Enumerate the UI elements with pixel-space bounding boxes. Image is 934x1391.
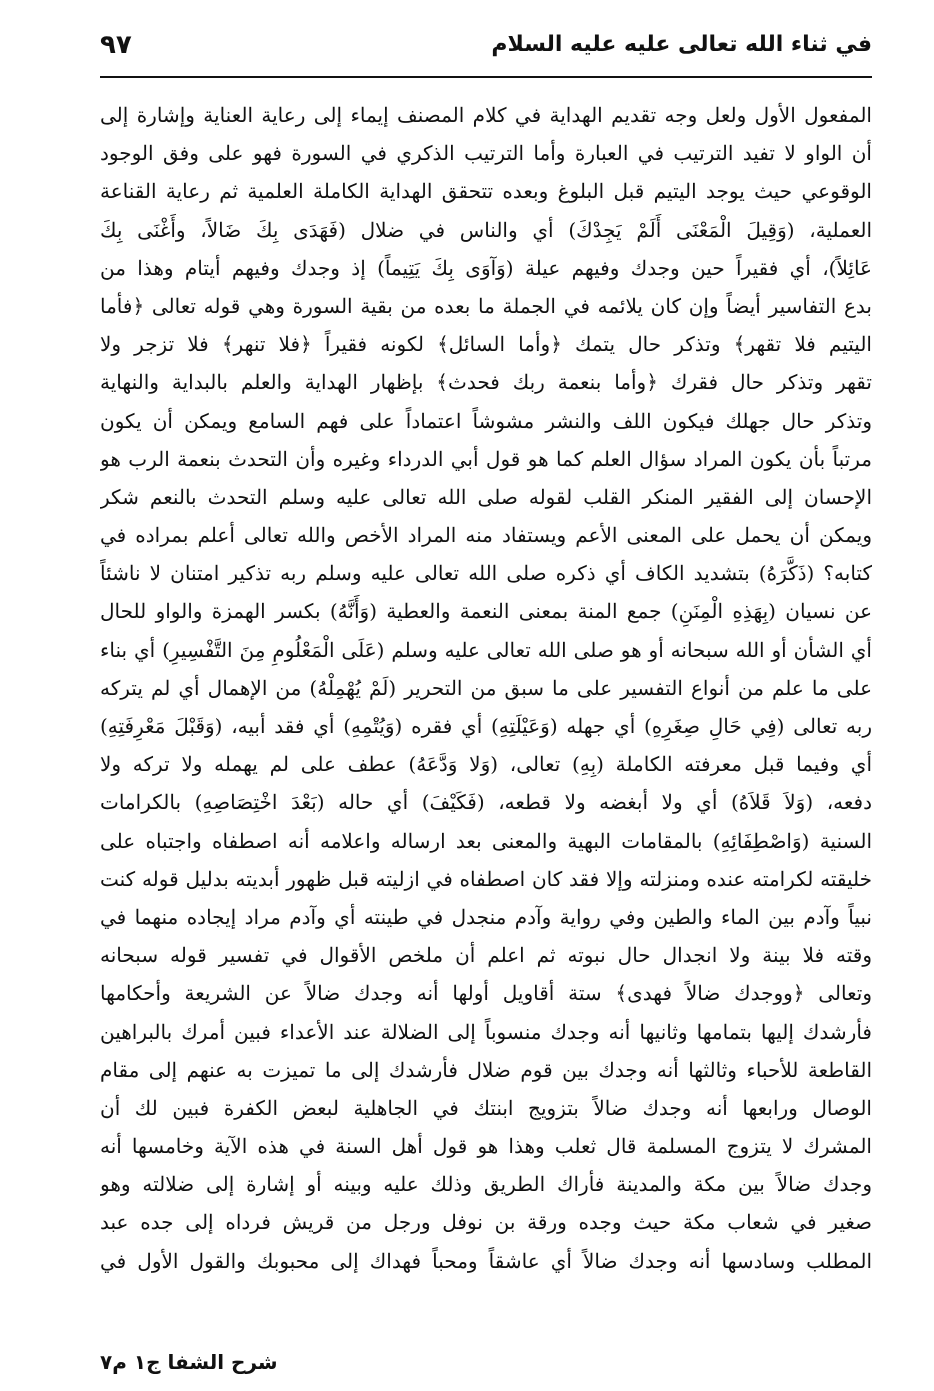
text-line: خليقته لكرامته عنده ومنزلته وإلا فقد كان اصطفاه في ازليته قبل ظهور أبديته بدليل قوله كنت [100,866,872,891]
text-line: اليتيم فلا تقهر﴾ وتذكر حال يتمك ﴿وأما السائل﴾ لكونه فقيراً ﴿فلا تنهر﴾ فلا تزجر ولا [100,332,872,357]
text-line: وتذكر حال جهلك فيكون اللف والنشر مشوشاً اعتماداً على فهم السامع ويمكن أن يكون [100,408,872,433]
text-line: ويمكن أن يحمل على المعنى الأعم ويستفاد منه المراد الأخص والله تعالى أعلم بمراده في [100,523,872,548]
text-line: أي وفيما قبل معرفته الكاملة (بِهِ) تعالى، (وَلا وَدَّعَهُ) عطف على لم يهمله ولا تركه ولا [100,752,872,777]
page-number: ٩٧ [100,30,132,60]
running-title: في ثناء الله تعالى عليه عليه السلام [491,32,872,57]
text-line: المطلب وسادسها أنه وجدك ضالاً أي عاشقاً ومحباً فهداك إلى محبوبك والقول الأول في [100,1248,872,1273]
page-header [100,28,872,72]
text-line: ربه تعالى (فِي حَالِ صِغَرِهِ) أي جهله (وَعَيْلَتِهِ) أي فقره (وَيُتْمِهِ) أي فقد أبيه، (وَقَبْلَ مَعْرِفَتِهِ) [100,714,872,738]
text-line: كتابه؟ (ذَكَّرَهُ) بتشديد الكاف أي ذكره صلى الله تعالى عليه وسلم ربه تذكير امتنان لا ناشئاً [100,561,872,586]
text-line: الوصال ورابعها أنه وجدك ضالاً بتزويج ابنتك في الجاهلية لبعض الكفرة فبين لك أن [100,1095,872,1120]
text-line: مرتباً بأن يكون المراد سؤال العلم كما هو قول أبي الدرداء وغيره وأن التحدث بنعمة الرب هو [100,446,872,471]
text-line: عن نسيان (بِهَذِهِ الْمِنَنِ) جمع المنة بمعنى النعمة والعطية (وَأَنَّهُ) بكسر الهمزة والواو للحال [100,599,872,624]
header-divider [100,76,872,78]
text-line: الإحسان إلى الفقير المنكر القلب لقوله صلى الله تعالى عليه وسلم التحدث بالنعم شكر [100,484,872,509]
signature-mark: شرح الشفا ج١ م٧ [100,1350,278,1374]
text-line: تقهر وتذكر حال فقرك ﴿وأما بنعمة ربك فحدث﴾ بإظهار الهداية والعلم بالبداية والنهاية [100,370,872,395]
text-line: وجدك ضالاً بين مكة والمدينة فأراك الطريق وذلك عليه وبينه أو إشارة إلى ضلالته وهو [100,1172,872,1197]
text-line: وقته فلا بينة ولا انجدال حال نبوته ثم اعلم أن ملخص الأقوال في تفسير قوله سبحانه [100,943,872,968]
text-line: على ما علم من أنواع التفسير على ما سبق من التحرير (لَمْ يُهْمِلْهُ) من الإهمال أي لم يتركه [100,675,872,700]
text-line: السنية (وَاصْطِفَائِهِ) بالمقامات البهية والمعنى بعد ارساله واعلامه أنه اصطفاه واجتباه على [100,828,872,853]
text-line: العملية، (وَقِيلَ الْمَعْنَى أَلَمْ يَجِدْكَ) أي والناس في ضلال (فَهَدَى بِكَ ضَالاً، وأَغْنَى بِكَ [100,217,872,242]
text-line: فأرشدك إليها بتمامها وثانيها أنه وجدك منسوباً إلى الضلالة عند الأعداء فبين أمرك بالبراهين [100,1019,872,1044]
body-text [100,96,872,1280]
text-line: صغير في شعاب مكة حيث وجده ورقة بن نوفل ورجل من قريش فرداه إلى جده عبد [100,1210,872,1235]
text-line: أي الشأن أو الله سبحانه أو هو صلى الله تعالى عليه وسلم (عَلَى الْمَعْلُومِ مِنَ التَّفْسِيرِ) أي بناء [100,637,872,662]
text-line: المشرك لا يتزوج المسلمة قال ثعلب وهذا هو قول أهل السنة في هذه الآية وخامسها أنه [100,1134,872,1159]
text-line: وتعالى ﴿ووجدك ضالاً فهدى﴾ ستة أقاويل أولها أنه وجدك ضالاً عن الشريعة وأحكامها [100,981,872,1006]
text-line: دفعه، (وَلاَ قَلاَهُ) أي ولا أبغضه ولا قطعه، (فَكَيْفَ) أي حاله (بَعْدَ اخْتِصَاصِهِ) بالكرامات [100,790,872,815]
text-line: بدع التفاسير أيضاً وإن كان يلائمه في الجملة ما بعده من بقية السورة وهي قوله تعالى ﴿فأما [100,293,872,318]
text-line: القاطعة للأحباء وثالثها أنه وجدك بين قوم ضلال فأرشدك إلى ما تميزت به عنهم إلى مقام [100,1057,872,1082]
text-line: نبياً وآدم بين الماء والطين وفي رواية وآدم منجدل في طينته أي وآدم مراد إيجاده منهما في [100,904,872,929]
text-line: أن الواو لا تفيد الترتيب في العبارة وأما الترتيب الذكري في السورة فهو على وفق الوجود [100,141,872,166]
text-line: عَائِلاً)، أي فقيراً حين وجدك وفيهم عيلة (وَآوَى بِكَ يَتِيماً) إذ وجدك وفيهم أيتام وهذا من [100,255,872,280]
text-line: الوقوعي حيث يوجد اليتيم قبل البلوغ وبعده تتحقق الهداية الكاملة العلمية ثم رعاية القناعة [100,179,872,204]
text-line: المفعول الأول ولعل وجه تقديم الهداية في كلام المصنف إيماء إلى رعاية العناية وإشارة إلى [100,103,872,127]
